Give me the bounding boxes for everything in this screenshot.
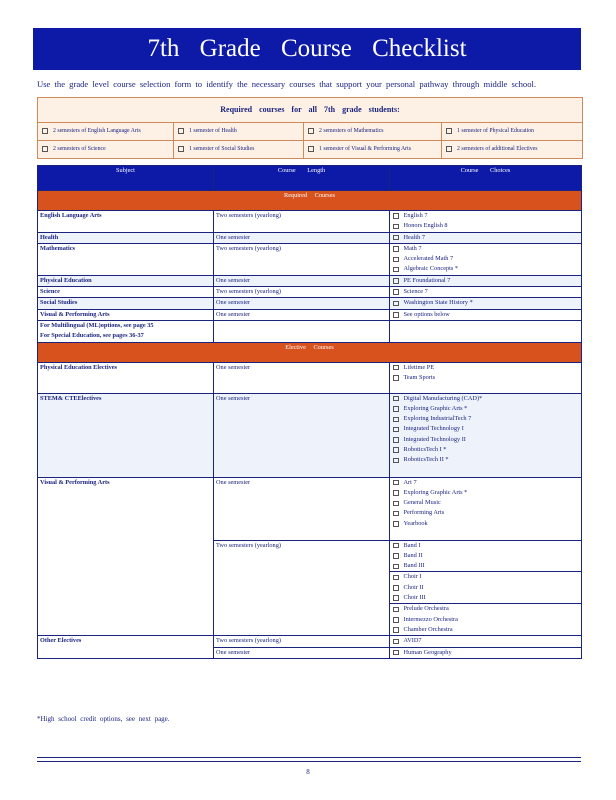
course-choices-cell bbox=[390, 211, 582, 233]
required-item: 1 semester of Visual & Performing Arts bbox=[304, 141, 442, 158]
course-choice bbox=[392, 519, 579, 529]
course-choice bbox=[392, 287, 579, 297]
course-choice-label: General Music bbox=[403, 499, 441, 507]
course-choice bbox=[392, 233, 579, 243]
subject-cell: Science bbox=[38, 287, 214, 298]
course-choice-label: Lifetime PE bbox=[403, 363, 435, 371]
course-choice bbox=[392, 604, 579, 614]
course-choice bbox=[392, 221, 579, 231]
required-item: 2 semesters of English Language Arts bbox=[38, 123, 174, 141]
required-item: 1 semester of Physical Education bbox=[442, 123, 582, 141]
course-choice bbox=[392, 254, 579, 264]
table-row bbox=[38, 232, 582, 243]
header-course-length: Course Length bbox=[214, 166, 390, 191]
course-choice bbox=[392, 508, 579, 518]
course-choice-label: Exploring IndustrialTech 7 bbox=[403, 415, 472, 423]
checkbox-icon[interactable] bbox=[42, 146, 48, 152]
checkbox-icon[interactable] bbox=[393, 458, 399, 464]
intro-text: Use the grade level course selection form to identify the necessary courses that support your personal pathway through middle school. bbox=[37, 79, 537, 89]
course-choices-cell bbox=[390, 540, 582, 636]
subject-cell: Health bbox=[38, 232, 214, 243]
course-choice bbox=[392, 478, 579, 488]
checkbox-icon[interactable] bbox=[393, 480, 399, 486]
course-choice bbox=[392, 593, 579, 603]
course-choices-cell bbox=[390, 298, 582, 309]
checkbox-icon[interactable] bbox=[308, 128, 314, 134]
course-choice-label: Yearbook bbox=[403, 519, 428, 527]
course-choice bbox=[392, 541, 579, 551]
course-choice bbox=[392, 455, 579, 465]
course-choice bbox=[392, 404, 579, 414]
course-choice-label: Math 7 bbox=[403, 244, 422, 252]
table-row bbox=[38, 298, 582, 309]
checkbox-icon[interactable] bbox=[393, 595, 399, 601]
course-length-cell: Two semesters (yearlong) bbox=[214, 540, 390, 636]
checkbox-icon[interactable] bbox=[393, 501, 399, 507]
table-row bbox=[38, 243, 582, 275]
course-length-cell: Two semesters (yearlong) bbox=[214, 243, 390, 275]
course-choice-label: Exploring Graphic Arts * bbox=[403, 488, 468, 496]
course-choice bbox=[392, 363, 579, 373]
course-choice bbox=[392, 276, 579, 286]
subject-cell: STEM& CTEElectives bbox=[38, 393, 214, 477]
course-choice bbox=[392, 435, 579, 445]
course-choices-cell bbox=[390, 362, 582, 393]
checkbox-icon[interactable] bbox=[393, 246, 399, 252]
section-required-courses: Required Courses bbox=[38, 191, 582, 211]
checkbox-icon[interactable] bbox=[393, 650, 399, 656]
course-length-cell bbox=[214, 320, 390, 342]
course-length-cell: One semester bbox=[214, 393, 390, 477]
page-number: 8 bbox=[306, 768, 310, 776]
footer-divider bbox=[37, 757, 581, 758]
table-row bbox=[38, 211, 582, 233]
course-length-cell: One semester bbox=[214, 275, 390, 286]
course-choice-label: Digital Manufacturing (CAD)* bbox=[403, 394, 483, 402]
course-length-cell: One semester bbox=[214, 298, 390, 309]
checkbox-icon[interactable] bbox=[393, 585, 399, 591]
course-length-cell: One semester bbox=[214, 232, 390, 243]
course-choice-label: Algebraic Concepts * bbox=[403, 265, 459, 273]
course-choice-label: See options below bbox=[403, 310, 450, 318]
course-length-cell: One semester bbox=[214, 647, 390, 658]
course-choices-cell bbox=[390, 275, 582, 286]
subject-cell: Other Electives bbox=[38, 636, 214, 659]
checkbox-icon[interactable] bbox=[393, 490, 399, 496]
checkbox-icon[interactable] bbox=[393, 312, 399, 318]
checkbox-icon[interactable] bbox=[393, 375, 399, 381]
table-row bbox=[38, 362, 582, 393]
checkbox-icon[interactable] bbox=[393, 427, 399, 433]
checkbox-icon[interactable] bbox=[393, 553, 399, 559]
checkbox-icon[interactable] bbox=[446, 146, 452, 152]
table-row bbox=[38, 636, 582, 647]
course-choice-label: RoboticsTech I * bbox=[403, 446, 447, 454]
subject-cell: Social Studies bbox=[38, 298, 214, 309]
course-choice bbox=[392, 424, 579, 434]
choir-choices bbox=[390, 571, 581, 603]
checkbox-icon[interactable] bbox=[393, 607, 399, 613]
checkbox-icon[interactable] bbox=[393, 564, 399, 570]
required-item: 2 semesters of Mathematics bbox=[304, 123, 442, 141]
checkbox-icon[interactable] bbox=[42, 128, 48, 134]
course-choice-label: Integrated Technology I bbox=[403, 425, 464, 433]
checkbox-icon[interactable] bbox=[393, 365, 399, 371]
required-courses-grid bbox=[38, 123, 582, 158]
checkbox-icon[interactable] bbox=[393, 575, 399, 581]
course-choices-cell bbox=[390, 243, 582, 275]
course-choice-label: Integrated Technology II bbox=[403, 435, 466, 443]
checkbox-icon[interactable] bbox=[393, 257, 399, 263]
course-choice-label: Intermezzo Orchestra bbox=[403, 615, 458, 623]
course-choice-label: PE Foundational 7 bbox=[403, 276, 451, 284]
course-length-cell: Two semesters (yearlong) bbox=[214, 287, 390, 298]
checkbox-icon[interactable] bbox=[393, 235, 399, 241]
checkbox-icon[interactable] bbox=[393, 213, 399, 219]
table-row bbox=[38, 477, 582, 540]
course-choices-cell bbox=[390, 320, 582, 342]
course-choice-label: Health 7 bbox=[403, 233, 426, 241]
course-choice bbox=[392, 561, 579, 571]
course-choice bbox=[392, 211, 579, 221]
course-choice-label: Prelude Orchestra bbox=[403, 605, 449, 613]
course-choice bbox=[392, 310, 579, 320]
course-choice bbox=[392, 394, 579, 404]
course-choice bbox=[392, 498, 579, 508]
checkbox-icon[interactable] bbox=[393, 289, 399, 295]
course-choice bbox=[392, 414, 579, 424]
special-ed-note: For Special Education, see pages 36-37 bbox=[40, 332, 144, 340]
checkbox-icon[interactable] bbox=[393, 437, 399, 443]
course-choice-label: Honors English 8 bbox=[403, 222, 448, 230]
course-choice bbox=[392, 445, 579, 455]
checkbox-icon[interactable] bbox=[393, 417, 399, 423]
course-choice bbox=[392, 244, 579, 254]
course-choices-cell bbox=[390, 309, 582, 320]
checkbox-icon[interactable] bbox=[393, 627, 399, 633]
subject-cell: Physical Education bbox=[38, 275, 214, 286]
footnote: *High school credit options, see next page. bbox=[37, 715, 170, 723]
course-choice bbox=[392, 488, 579, 498]
checkbox-icon[interactable] bbox=[393, 406, 399, 412]
course-table bbox=[37, 165, 582, 659]
table-row bbox=[38, 275, 582, 286]
subject-cell: Mathematics bbox=[38, 243, 214, 275]
course-choice-label: Performing Arts bbox=[403, 509, 445, 517]
course-choice-label: Chamber Orchestra bbox=[403, 625, 453, 633]
course-choices-cell bbox=[390, 287, 582, 298]
course-length-cell: Two semesters (yearlong) bbox=[214, 211, 390, 233]
course-length-cell: Two semesters (yearlong) bbox=[214, 636, 390, 647]
subject-cell: Physical Education Electives bbox=[38, 362, 214, 393]
checkbox-icon[interactable] bbox=[308, 146, 314, 152]
required-item: 2 semesters of additional Electives bbox=[442, 141, 582, 158]
course-choices-cell: AVID7 bbox=[390, 636, 582, 647]
checkbox-icon[interactable] bbox=[393, 278, 399, 284]
required-item: 1 semester of Social Studies bbox=[174, 141, 304, 158]
course-choice bbox=[392, 625, 579, 635]
checkbox-icon[interactable] bbox=[393, 617, 399, 623]
course-length-cell: One semester bbox=[214, 362, 390, 393]
header-subject: Subject bbox=[38, 166, 214, 191]
checkbox-icon[interactable] bbox=[446, 128, 452, 134]
course-choices-cell bbox=[390, 393, 582, 477]
required-courses-box bbox=[37, 97, 583, 159]
course-choice-label: Band II bbox=[403, 551, 423, 559]
required-item: 1 semester of Health bbox=[174, 123, 304, 141]
course-choice-label: Band I bbox=[403, 541, 421, 549]
course-length-cell: One semester bbox=[214, 309, 390, 320]
checkbox-icon[interactable] bbox=[178, 128, 184, 134]
course-choice bbox=[392, 583, 579, 593]
band-choices bbox=[390, 541, 581, 572]
course-choice-label: RoboticsTech II * bbox=[403, 456, 449, 464]
required-item: 2 semesters of Science bbox=[38, 141, 174, 158]
course-choice bbox=[392, 264, 579, 274]
checkbox-icon[interactable] bbox=[393, 267, 399, 273]
checkbox-icon[interactable] bbox=[393, 447, 399, 453]
course-choices-cell bbox=[390, 477, 582, 540]
subject-cell: Visual & Performing Arts bbox=[38, 309, 214, 320]
course-choice bbox=[392, 298, 579, 308]
course-choice-label: Science 7 bbox=[403, 288, 428, 296]
ml-note: For Multilingual (ML)options, see page 35 bbox=[40, 321, 154, 329]
page-title: 7th Grade Course Checklist bbox=[33, 28, 581, 70]
footer-divider bbox=[37, 761, 581, 762]
course-choice-label: Band III bbox=[403, 562, 425, 570]
course-choices-cell bbox=[390, 232, 582, 243]
course-choice bbox=[392, 551, 579, 561]
checkbox-icon[interactable] bbox=[178, 146, 184, 152]
course-choice-label: English 7 bbox=[403, 212, 428, 219]
checkbox-icon[interactable] bbox=[393, 301, 399, 307]
course-choices-cell: Human Geography bbox=[390, 647, 582, 658]
subject-cell: English Language Arts bbox=[38, 211, 214, 233]
checkbox-icon[interactable] bbox=[393, 543, 399, 549]
course-choice-label: Choir I bbox=[403, 573, 422, 581]
course-choice-label: Choir II bbox=[403, 583, 424, 591]
required-courses-heading: Required courses for all 7th grade students: bbox=[38, 98, 582, 123]
section-elective-courses: Elective Courses bbox=[38, 342, 582, 362]
table-row bbox=[38, 393, 582, 477]
course-choice bbox=[392, 373, 579, 383]
course-choice-label: Team Sports bbox=[403, 373, 436, 381]
subject-cell: Visual & Performing Arts bbox=[38, 477, 214, 636]
checkbox-icon[interactable] bbox=[393, 521, 399, 527]
course-choice-label: Exploring Graphic Arts * bbox=[403, 404, 468, 412]
checkbox-icon[interactable] bbox=[393, 396, 399, 402]
course-choice bbox=[392, 615, 579, 625]
table-row bbox=[38, 309, 582, 320]
checkbox-icon[interactable] bbox=[393, 224, 399, 230]
course-choice-label: Washington State History * bbox=[403, 299, 473, 307]
course-length-cell: One semester bbox=[214, 477, 390, 540]
table-row bbox=[38, 287, 582, 298]
orchestra-choices bbox=[390, 603, 581, 635]
checkbox-icon[interactable] bbox=[393, 511, 399, 517]
course-choice bbox=[392, 572, 579, 582]
ml-special-ed-note bbox=[38, 320, 214, 342]
checkbox-icon[interactable] bbox=[393, 639, 399, 645]
header-course-choices: Course Choices bbox=[390, 166, 582, 191]
course-choice-label: Accelerated Math 7 bbox=[403, 255, 454, 263]
course-choice-label: Choir III bbox=[403, 594, 426, 602]
course-choice-label: Art 7 bbox=[403, 478, 417, 486]
